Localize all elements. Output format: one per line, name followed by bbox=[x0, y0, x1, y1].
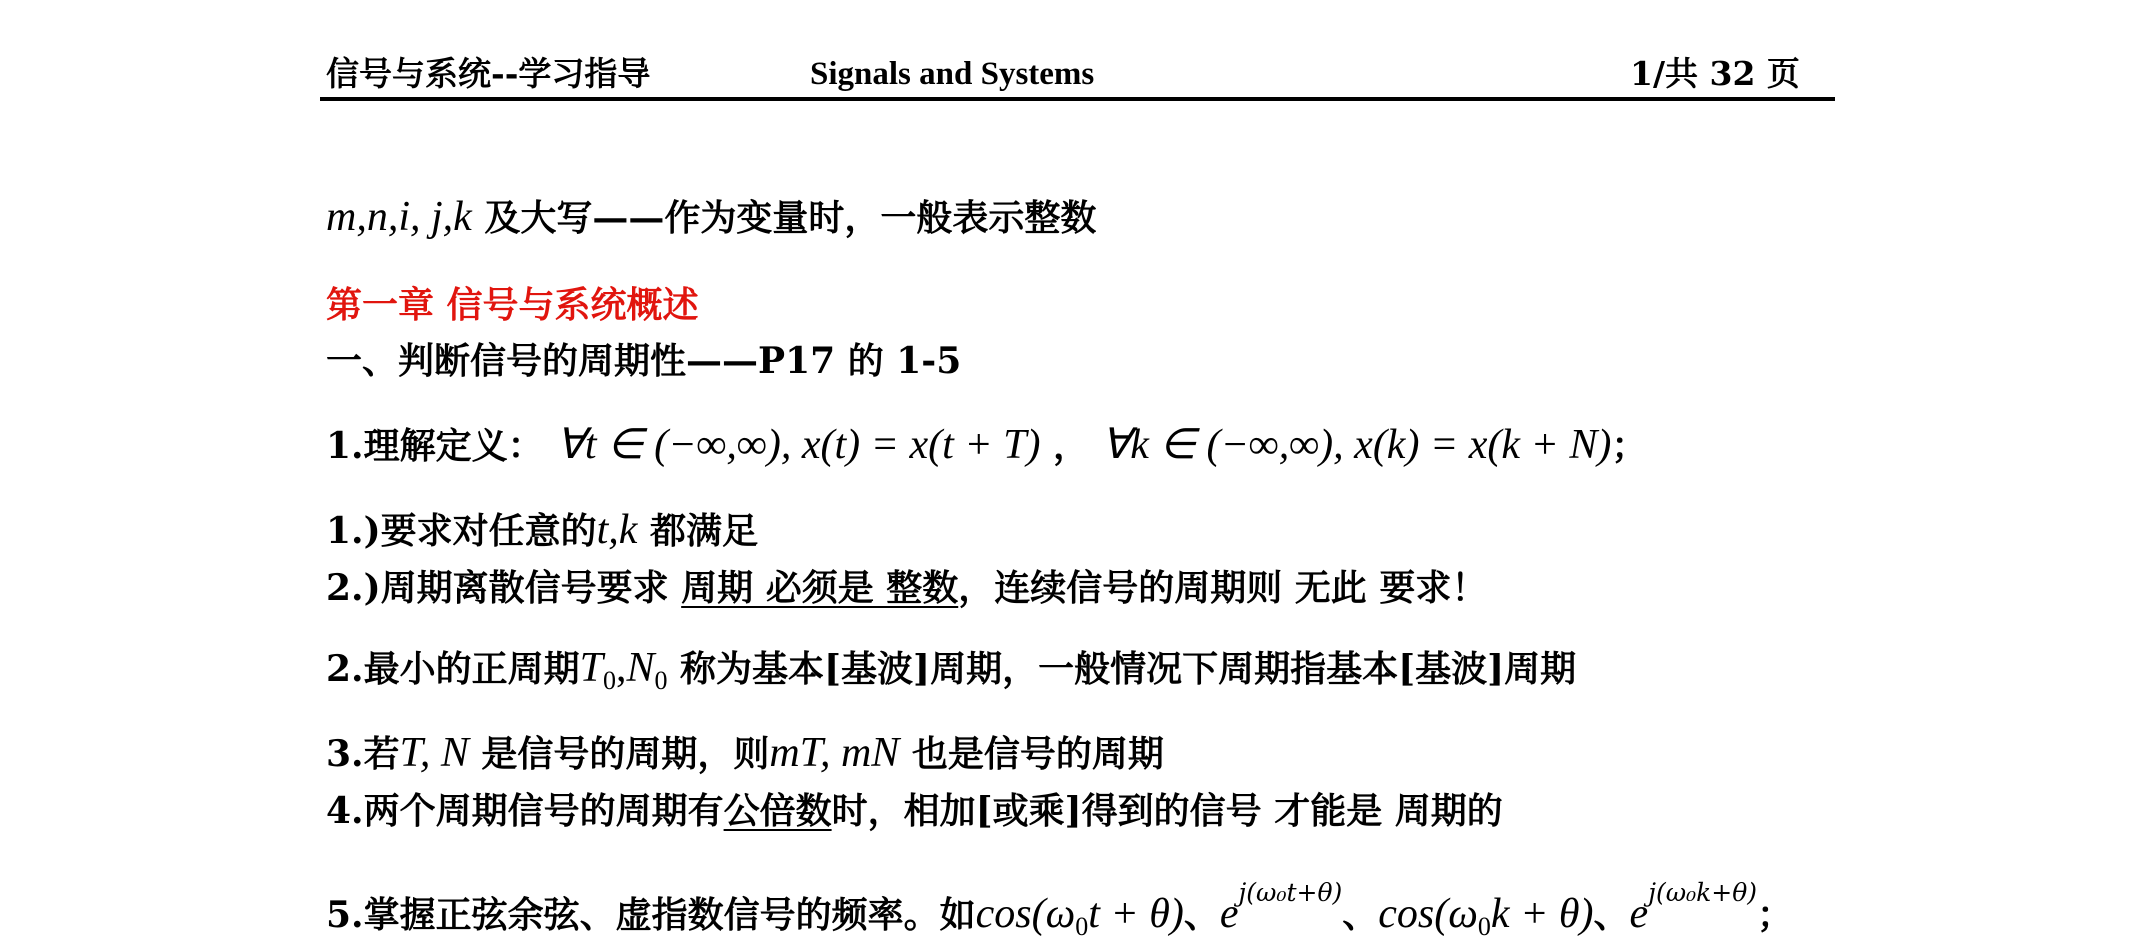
item-5-text: 5.掌握正弦余弦、虚指数信号的频率。如 bbox=[326, 894, 976, 936]
item-4 bbox=[326, 786, 1503, 836]
item-5-exp-2-sup: j(ω₀k+θ) bbox=[1648, 878, 1758, 907]
section-title: 一、判断信号的周期性——P17 的 1-5 bbox=[326, 340, 962, 382]
item-2-N-subscript: 0 bbox=[654, 666, 668, 695]
item-5-sep-1: 、 bbox=[1183, 894, 1220, 936]
item-5-exp-2: e bbox=[1629, 891, 1649, 937]
subitem-1-vars: t,k bbox=[596, 507, 638, 553]
header-left-title: 信号与系统--学习指导 bbox=[326, 54, 651, 93]
item-5-cos-2: cos(ω bbox=[1378, 891, 1478, 937]
item-5-exp-1-sup: j(ω₀t+θ) bbox=[1238, 878, 1343, 907]
item-5-exp-1: e bbox=[1219, 891, 1239, 937]
subitem-2 bbox=[326, 563, 1487, 613]
subitem-1 bbox=[326, 505, 758, 556]
item-3-prefix: 3.若 bbox=[326, 733, 400, 775]
item-3-vars-1: T, N bbox=[399, 730, 469, 776]
item-3 bbox=[326, 728, 1164, 779]
item-5 bbox=[326, 868, 1793, 952]
item-2-suffix: 称为基本[基波]周期，一般情况下周期指基本[基波]周期 bbox=[667, 648, 1577, 690]
subitem-2-underline-1: 周期 必须是 整数 bbox=[681, 567, 959, 609]
item-2-N: N bbox=[626, 645, 655, 691]
subitem-2-part1: 2.)周期离散信号要求 bbox=[326, 567, 682, 609]
item-4-underline: 公倍数 bbox=[723, 790, 832, 832]
header-page-number: 1/共 32 页 bbox=[1630, 54, 1800, 93]
item-5-sep-3: 、 bbox=[1593, 894, 1630, 936]
chapter-title: 第一章 信号与系统概述 bbox=[326, 284, 699, 326]
item-1 bbox=[326, 420, 1647, 471]
header-center-title: Signals and Systems bbox=[810, 56, 1095, 92]
header-rule bbox=[320, 97, 1835, 101]
item-1-end: ； bbox=[1611, 425, 1648, 467]
intro-text: 及大写——作为变量时，一般表示整数 bbox=[471, 197, 1097, 239]
item-5-cos-1-sub: 0 bbox=[1075, 912, 1089, 941]
subitem-2-part3: ！ bbox=[1451, 567, 1488, 609]
item-3-mid: 是信号的周期，则 bbox=[468, 733, 770, 775]
intro-line bbox=[326, 192, 1096, 243]
item-5-cos-2-sub: 0 bbox=[1477, 912, 1491, 941]
subitem-2-part2: ，连续信号的周期则 bbox=[958, 567, 1295, 609]
item-1-formula-continuous: ∀t ∈ (−∞,∞), x(t) = x(t + T) bbox=[556, 422, 1041, 468]
item-3-suffix: 也是信号的周期 bbox=[899, 733, 1164, 775]
subitem-1-prefix: 1.)要求对任意的 bbox=[326, 510, 597, 552]
item-4-end: 才能是 周期的 bbox=[1274, 790, 1503, 832]
item-1-label: 1.理解定义： bbox=[326, 425, 544, 467]
item-5-sep-2: 、 bbox=[1342, 894, 1379, 936]
item-4-prefix: 4.两个周期信号的周期有 bbox=[326, 790, 724, 832]
item-5-cos-1: cos(ω bbox=[975, 891, 1076, 937]
item-2-prefix: 2.最小的正周期 bbox=[326, 648, 580, 690]
item-2-T-subscript: 0 bbox=[602, 666, 616, 695]
item-5-end: ； bbox=[1757, 894, 1794, 936]
item-1-separator: ， bbox=[1040, 425, 1102, 467]
item-1-formula-discrete: ∀k ∈ (−∞,∞), x(k) = x(k + N) bbox=[1101, 422, 1612, 468]
item-4-mid: 时，相加[或乘]得到的信号 bbox=[831, 790, 1275, 832]
item-3-vars-2: mT, mN bbox=[769, 730, 900, 776]
subitem-1-suffix: 都满足 bbox=[637, 510, 758, 552]
item-5-cos-1-rest: t + θ) bbox=[1088, 891, 1184, 937]
subitem-2-part-nothis: 无此 要求 bbox=[1294, 567, 1452, 609]
intro-vars: m,n,i, j,k bbox=[326, 194, 472, 240]
item-2-comma: , bbox=[615, 645, 627, 691]
item-2-T: T bbox=[579, 645, 603, 691]
item-5-cos-2-rest: k + θ) bbox=[1490, 891, 1594, 937]
item-2 bbox=[326, 643, 1576, 706]
